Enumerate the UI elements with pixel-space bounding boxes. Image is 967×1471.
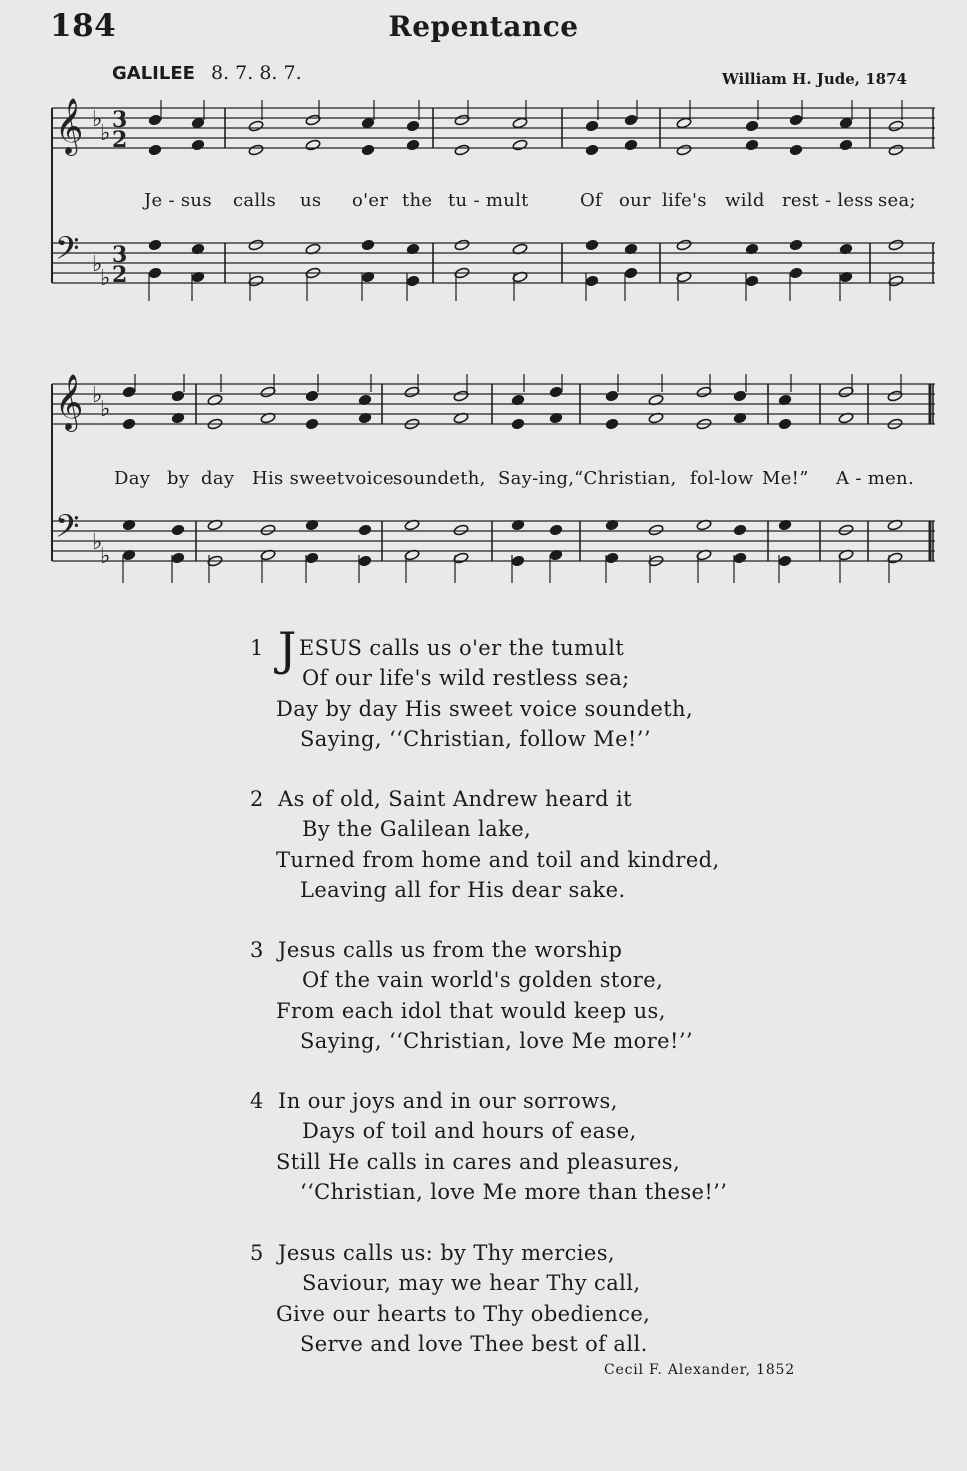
verse-2: [250, 784, 720, 905]
note-head: [624, 267, 637, 278]
note-head: [406, 275, 419, 286]
note-head: [171, 524, 184, 535]
note-head: [839, 117, 852, 128]
lyric-syllable: Me!”: [762, 468, 809, 489]
note-head: [549, 386, 562, 397]
note-head: [745, 139, 758, 150]
note-head: [305, 390, 318, 401]
note-head: [148, 239, 161, 250]
verse-line: Still He calls in cares and pleasures,: [276, 1149, 681, 1174]
note-head: [789, 114, 802, 125]
note-head: [305, 552, 318, 563]
note-head: [406, 120, 419, 131]
lyric-syllable: sea;: [878, 190, 916, 211]
verse-line: Saying, ‘‘Christian, love Me more!’’: [300, 1028, 693, 1053]
verse-line: As of old, Saint Andrew heard it: [278, 787, 632, 811]
bass-clef-icon: 𝄢: [55, 508, 80, 552]
lyric-syllable: A - men.: [836, 468, 914, 489]
verse-number: 5: [250, 1241, 264, 1265]
note-head: [358, 524, 371, 535]
note-head: [605, 390, 618, 401]
note-head: [605, 418, 618, 429]
note-head: [733, 552, 746, 563]
note-head: [191, 117, 204, 128]
text-author: Cecil F. Alexander, 1852: [604, 1362, 795, 1378]
composer: William H. Jude, 1874: [721, 70, 907, 88]
note-head: [248, 120, 264, 132]
note-head: [888, 144, 904, 156]
bass-clef-icon: 𝄢: [55, 230, 80, 274]
note-head: [585, 275, 598, 286]
verse-line: Give our hearts to Thy obedience,: [276, 1301, 651, 1326]
lyric-syllable: calls: [233, 190, 277, 211]
verse-line: Jesus calls us from the worship: [278, 938, 623, 962]
note-head: [148, 144, 161, 155]
lyric-syllable: His sweet: [252, 468, 345, 489]
verse-line: Jesus calls us: by Thy mercies,: [278, 1241, 616, 1265]
hymn-number: 184: [50, 8, 117, 44]
verse-number: 1: [250, 636, 264, 660]
verse-line: By the Galilean lake,: [302, 817, 532, 842]
tune-meter: 8. 7. 8. 7.: [210, 62, 302, 84]
note-head: [676, 239, 692, 251]
note-head: [778, 555, 791, 566]
note-head: [888, 120, 904, 132]
note-head: [745, 275, 758, 286]
flat-icon: ♭: [100, 544, 111, 569]
lyric-syllable: life's: [662, 190, 707, 211]
flat-icon: ♭: [92, 252, 103, 277]
lyrics-system-2: [0, 468, 967, 492]
verse-line: Saying, ‘‘Christian, follow Me!’’: [300, 726, 651, 751]
note-head: [511, 555, 524, 566]
note-head: [248, 144, 264, 156]
tune-name: GALILEE: [112, 63, 195, 84]
note-head: [361, 239, 374, 250]
note-head: [453, 524, 469, 536]
note-head: [585, 120, 598, 131]
verse-line: Serve and love Thee best of all.: [300, 1331, 648, 1356]
lyric-syllable: Of: [580, 190, 603, 211]
lyric-syllable: wild: [725, 190, 765, 211]
verse-4: [250, 1086, 727, 1207]
note-head: [361, 117, 374, 128]
staves: [52, 108, 935, 561]
time-signature-top: 3: [112, 242, 128, 268]
treble-clef-icon: 𝄞: [55, 98, 84, 154]
note-head: [361, 144, 374, 155]
note-head: [745, 120, 758, 131]
flat-icon: ♭: [92, 530, 103, 555]
lyric-syllable: rest - less: [782, 190, 874, 211]
note-head: [838, 524, 854, 536]
verse-line: Leaving all for His dear sake.: [300, 877, 626, 902]
flat-icon: ♭: [100, 397, 111, 422]
note-head: [676, 144, 692, 156]
lyric-syllable: o'er: [352, 190, 389, 211]
note-head: [778, 418, 791, 429]
note-head: [733, 524, 746, 535]
verse-line: ESUS calls us o'er the tumult: [298, 636, 625, 660]
note-head: [260, 524, 276, 536]
note-head: [624, 139, 637, 150]
drop-cap: J: [278, 622, 297, 676]
flat-icon: ♭: [92, 107, 103, 132]
verse-line: In our joys and in our sorrows,: [278, 1089, 618, 1113]
lyric-syllable: soundeth,: [393, 468, 486, 489]
note-head: [585, 239, 598, 250]
note-head: [406, 139, 419, 150]
lyric-syllable: the: [402, 190, 433, 211]
note-head: [248, 239, 264, 251]
time-signature-bottom: 2: [112, 262, 128, 288]
verse-line: Day by day His sweet voice soundeth,: [276, 696, 694, 721]
lyric-syllable: Je - sus: [144, 190, 212, 211]
note-head: [585, 144, 598, 155]
verse-1: [250, 622, 694, 754]
verse-line: Days of toil and hours of ease,: [302, 1119, 637, 1144]
lyric-syllable: voice: [345, 468, 394, 489]
verse-number: 3: [250, 938, 264, 962]
lyric-syllable: Say-ing,: [498, 468, 575, 489]
verse-5: [250, 1238, 650, 1359]
lyric-syllable: by: [167, 468, 190, 489]
verse-line: Of the vain world's golden store,: [302, 968, 664, 993]
note-head: [605, 552, 618, 563]
time-signature-top: 3: [112, 107, 128, 133]
note-head: [454, 144, 470, 156]
verse-number: 2: [250, 787, 264, 811]
note-head: [171, 552, 184, 563]
section-title: Repentance: [388, 10, 579, 43]
verse-line: Turned from home and toil and kindred,: [276, 847, 720, 872]
lyric-syllable: us: [300, 190, 322, 211]
note-head: [454, 239, 470, 251]
note-head: [305, 418, 318, 429]
note-head: [839, 139, 852, 150]
note-head: [789, 144, 802, 155]
verse-number: 4: [250, 1089, 264, 1113]
treble-clef-icon: 𝄞: [55, 374, 84, 430]
note-head: [305, 139, 321, 151]
verse-line: Saviour, may we hear Thy call,: [302, 1271, 641, 1296]
flat-icon: ♭: [92, 383, 103, 408]
note-head: [122, 418, 135, 429]
lyric-syllable: “Christian,: [574, 468, 677, 489]
note-head: [789, 267, 802, 278]
note-head: [191, 139, 204, 150]
verse-line: ‘‘Christian, love Me more than these!’’: [300, 1179, 728, 1204]
lyric-syllable: Day: [114, 468, 151, 489]
lyric-syllable: tu - mult: [448, 190, 529, 211]
note-head: [511, 418, 524, 429]
note-head: [733, 390, 746, 401]
note-head: [888, 239, 904, 251]
flat-icon: ♭: [100, 121, 111, 146]
note-head: [624, 114, 637, 125]
note-head: [512, 139, 528, 151]
note-head: [358, 555, 371, 566]
verse-line: From each idol that would keep us,: [276, 998, 666, 1023]
lyric-syllable: fol-low: [690, 468, 754, 489]
note-head: [171, 390, 184, 401]
notation: [55, 98, 933, 583]
note-head: [148, 114, 161, 125]
lyrics-system-1: [0, 190, 967, 214]
note-head: [648, 524, 664, 536]
music-score: [0, 0, 967, 600]
flat-icon: ♭: [100, 266, 111, 291]
note-head: [549, 524, 562, 535]
time-signature-bottom: 2: [112, 127, 128, 153]
verse-line: Of our life's wild restless sea;: [302, 666, 630, 691]
lyric-syllable: our: [619, 190, 651, 211]
note-head: [122, 386, 135, 397]
verse-3: [250, 935, 693, 1056]
note-head: [148, 267, 161, 278]
lyric-syllable: day: [201, 468, 235, 489]
note-head: [789, 239, 802, 250]
